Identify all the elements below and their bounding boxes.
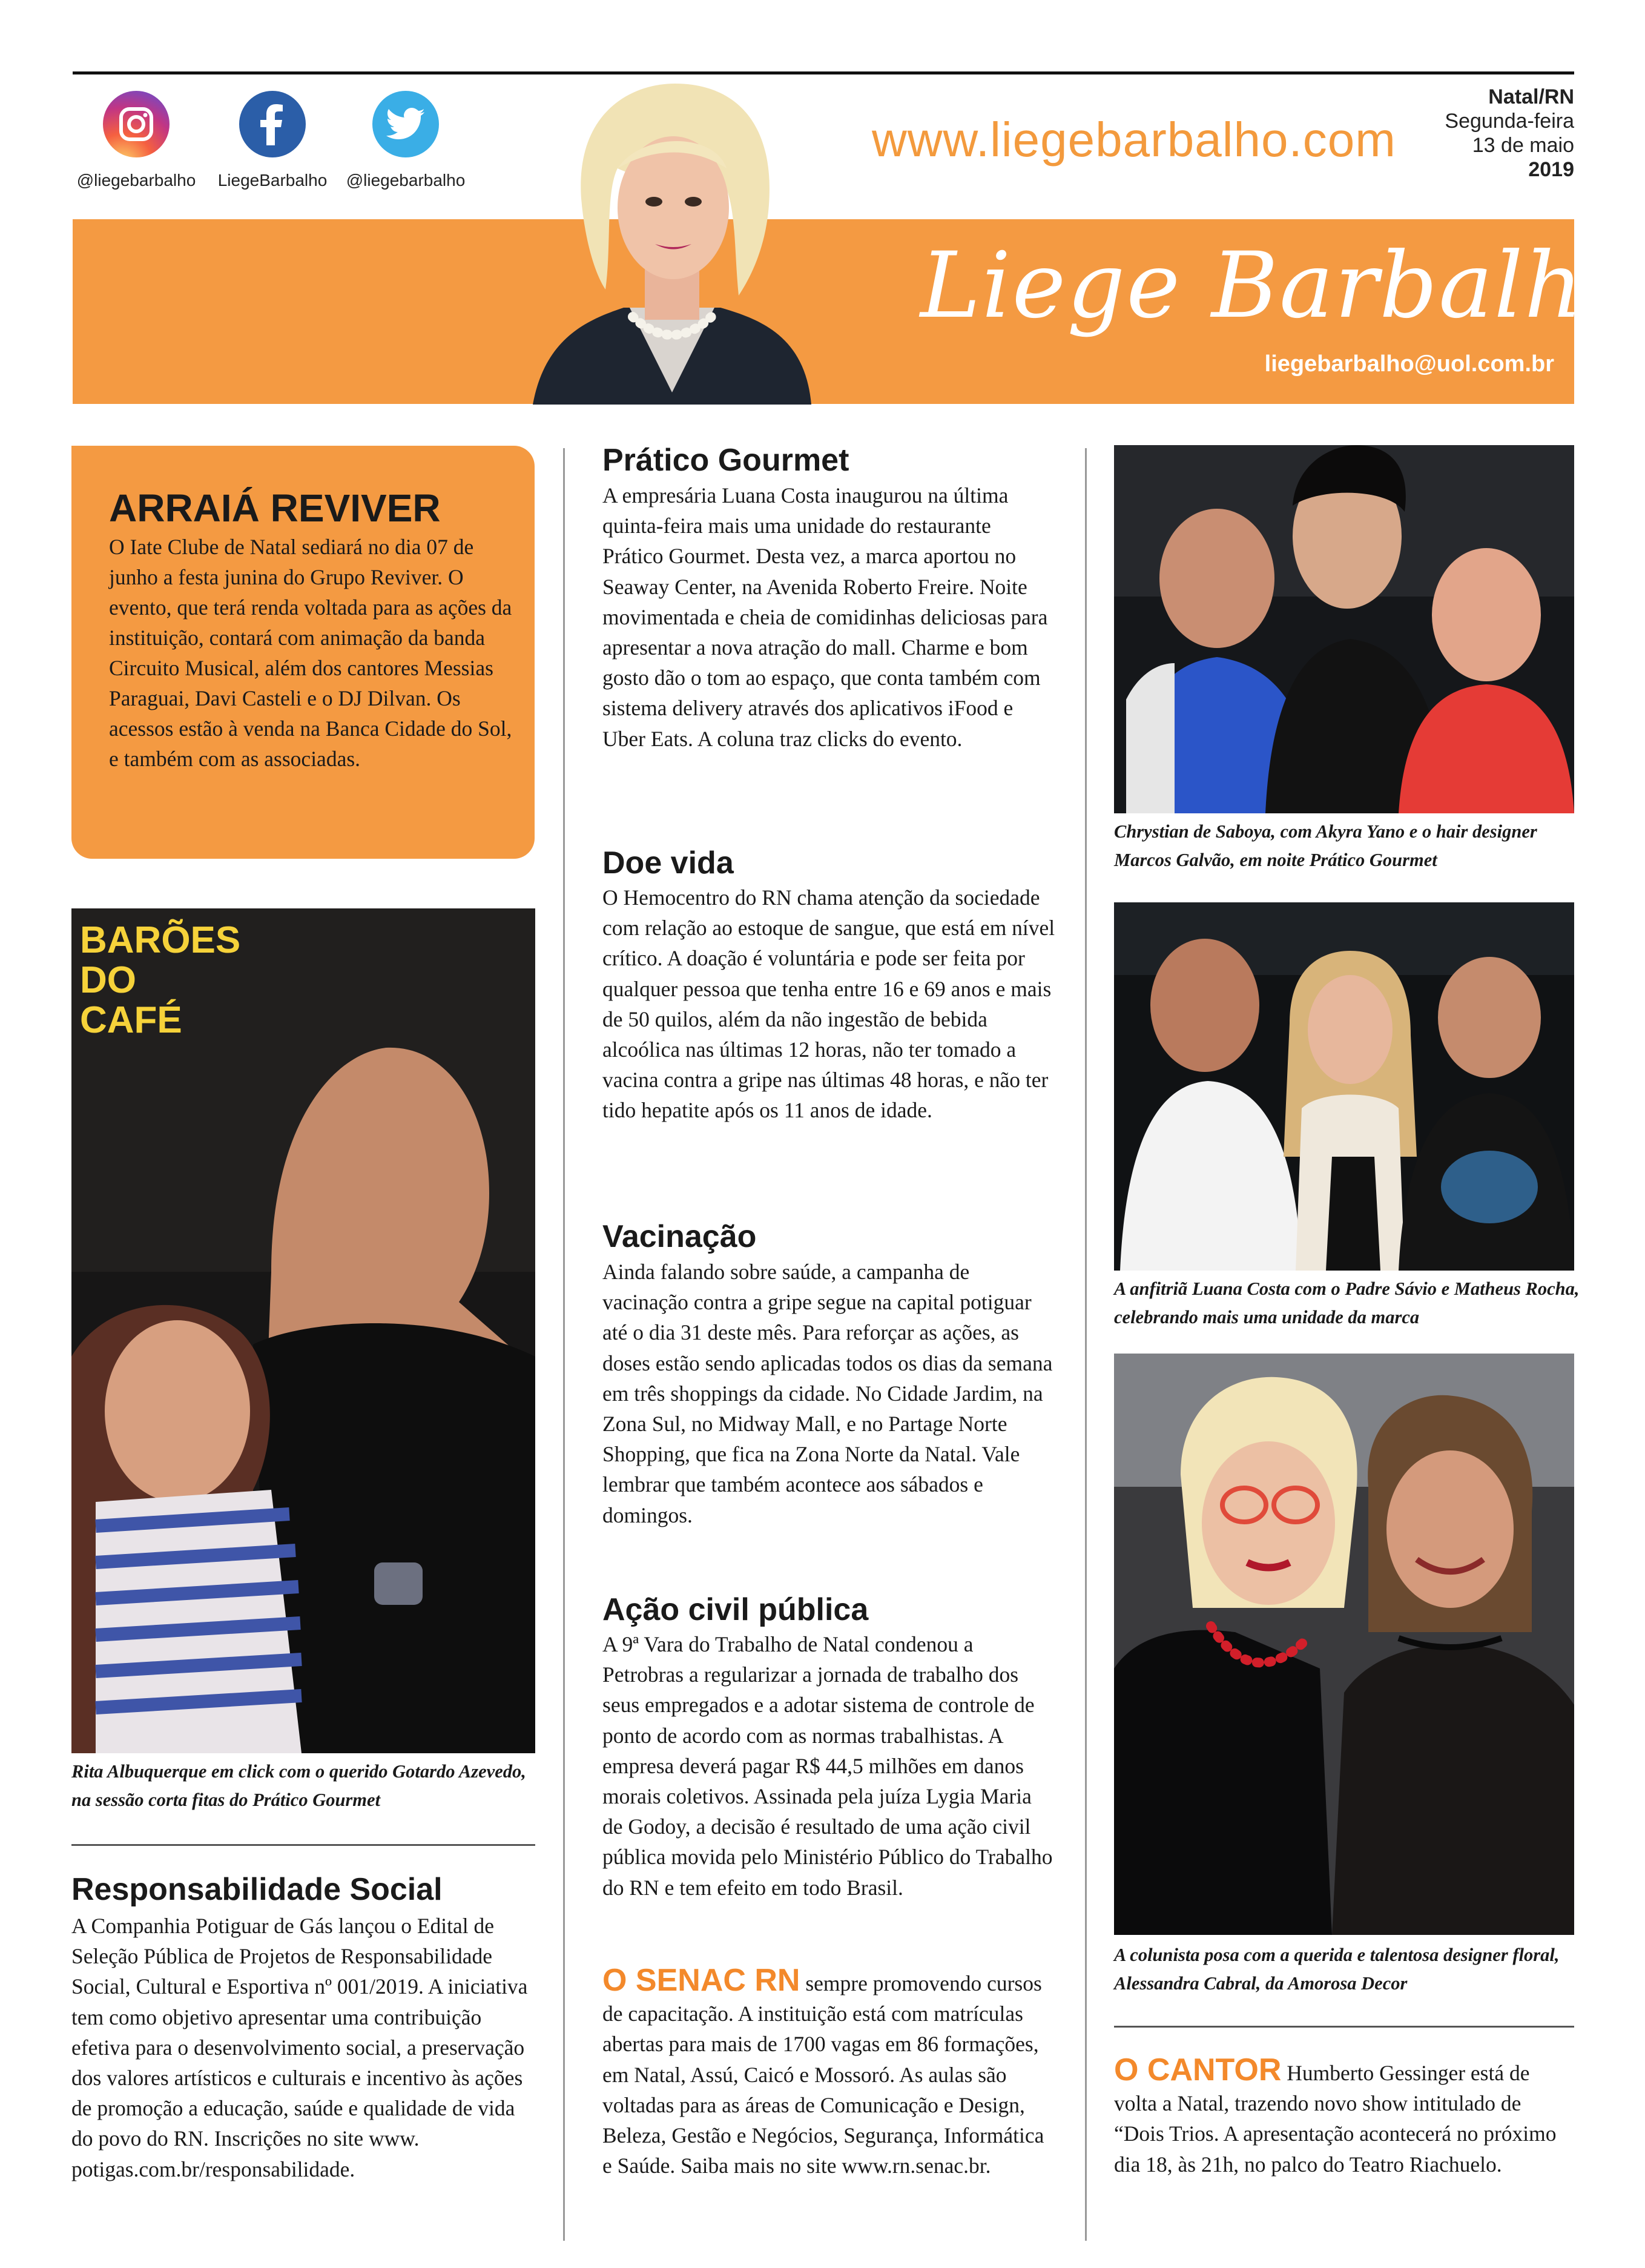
photo-colunista-alessandra [1114, 1354, 1574, 1935]
arraia-text: O Iate Clube de Natal sediará no dia 07 de junho a festa junina do Grupo Reviver. O evento, que terá renda voltada para as ações da instituição, contará com animação da banda Circuito Musical, além dos cantores Messias Paraguai, Davi Casteli e o DJ Dilvan. Os acessos estão à venda na Banca Cidade do Sol, e também com as associadas. [109, 535, 512, 771]
instagram-icon [103, 91, 170, 157]
senac-text: sempre promovendo cursos de capacitação. A instituição está com matrículas abertas para mais de 1700 vagas em 86 formações, em Natal, Assú, Caicó e Mossoró. As aulas são voltadas para as áreas de Comunicação e Design, Beleza, Gestão e Negócios, Segurança, Informática e Saúde. Saiba mais no site www.rn.senac.br. [602, 1971, 1044, 2178]
twitter-icon [372, 91, 439, 157]
caption-colunista: A colunista posa com a querida e talentosa designer floral, Alessandra Cabral, da Amorosa Decor [1114, 1945, 1560, 1994]
year: 2019 [1528, 158, 1574, 181]
senac-paragraph [602, 1965, 1057, 2181]
caption-chrystian: Chrystian de Saboya, com Akyra Yano e o hair designer Marcos Galvão, em noite Prático Gourmet [1114, 821, 1537, 870]
senac-lead: O SENAC RN [602, 1963, 800, 1998]
resp-title: Responsabilidade Social [71, 1872, 443, 1907]
columnist-email[interactable]: liegebarbalho@uol.com.br [1264, 351, 1554, 377]
instagram-handle: @liegebarbalho [76, 171, 196, 190]
weekday: Segunda-feira [1445, 110, 1574, 133]
cantor-lead: O CANTOR [1114, 2052, 1282, 2088]
photo-luana-savio-matheus [1114, 902, 1574, 1271]
instagram-link[interactable] [67, 91, 206, 190]
dateline [1445, 85, 1574, 182]
rule-col1 [71, 1844, 535, 1846]
photo-chrystian-akyra-marcos [1114, 445, 1574, 813]
columnist-portrait [509, 78, 836, 405]
facebook-icon [239, 91, 306, 157]
vac-title: Vacinação [602, 1219, 757, 1254]
arraia-box [71, 446, 535, 859]
photo-rita-gotardo [71, 908, 535, 1753]
twitter-link[interactable] [336, 91, 475, 190]
caption-luana: A anfitriã Luana Costa com o Padre Sávio e Matheus Rocha, celebrando mais uma unidade da marca [1114, 1278, 1580, 1327]
cafe-sign: BARÕES DO CAFÉ [80, 919, 241, 1041]
caption-rita: Rita Albuquerque em click com o querido Gotardo Azevedo, na sessão corta fitas do Prático Gourmet [71, 1761, 526, 1810]
resp-text: A Companhia Potiguar de Gás lançou o Edital de Seleção Pública de Projetos de Responsabilidade Social, Cultural e Esportiva nº 001/2019. A iniciativa tem como objetivo apresentar uma contribuição efetiva para o desenvolvimento social, a preservação dos valores artísticos e culturais e incentivo às ações de promoção a educação, saúde e qualidade de vida do povo do RN. Inscrições no site www. potigas.com.br/responsabilidade. [71, 1914, 528, 2181]
facebook-link[interactable] [203, 91, 342, 190]
doe-title: Doe vida [602, 845, 734, 881]
rule-col3 [1114, 2026, 1574, 2028]
cantor-paragraph [1114, 2052, 1574, 2180]
column-divider-2 [1085, 448, 1087, 2241]
pratico-text: A empresária Luana Costa inaugurou na última quinta-feira mais uma unidade do restaurante Prático Gourmet. Desta vez, a marca aportou no Seaway Center, na Avenida Roberto Freire. Noite movimentada e cheia de comidinhas deliciosas para apresentar a nova atração do mall. Charme e bom gosto dão o tom ao espaço, que conta também com sistema delivery através dos aplicativos iFood e Uber Eats. A coluna traz clicks do evento. [602, 483, 1048, 751]
top-rule [73, 71, 1574, 74]
twitter-handle: @liegebarbalho [346, 171, 466, 190]
columnist-name: Liege Barbalho [920, 233, 1640, 339]
acao-text: A 9ª Vara do Trabalho de Natal condenou a Petrobras a regularizar a jornada de trabalho dos seus empregados e a adotar sistema de controle de ponto de acordo com as normas trabalhistas. A empresa deverá pagar R$ 44,5 milhões em danos morais coletivos. Assinada pela juíza Lygia Maria de Godoy, a decisão é resultado de uma ação civil pública movida pelo Ministério Público do Trabalho do RN e tem efeito em todo Brasil. [602, 1632, 1053, 1900]
cantor-text: Humberto Gessinger está de volta a Natal, trazendo novo show intitulado de “Dois Trios. A apresentação acontecerá no próximo dia 18, às 21h, no palco do Teatro Riachuelo. [1114, 2061, 1557, 2177]
column-divider-1 [563, 448, 565, 2241]
site-url[interactable]: www.liegebarbalho.com [872, 113, 1396, 167]
facebook-handle: LiegeBarbalho [217, 171, 328, 190]
date: 13 de maio [1472, 134, 1574, 157]
acao-title: Ação civil pública [602, 1592, 869, 1627]
arraia-title: ARRAIÁ REVIVER [109, 486, 441, 530]
doe-text: O Hemocentro do RN chama atenção da sociedade com relação ao estoque de sangue, que está em nível crítico. A doação é voluntária e pode ser feita por qualquer pessoa que tenha entre 16 e 69 anos e mais de 50 quilos, além da não ingestão de bebida alcoólica nas últimas 12 horas, não ter tomado a vacina contra a gripe nas últimas 48 horas, e não ter tido hepatite após os 11 anos de idade. [602, 885, 1055, 1123]
vac-text: Ainda falando sobre saúde, a campanha de vacinação contra a gripe segue na capital potiguar até o dia 31 deste mês. Para reforçar as ações, as doses estão sendo aplicadas todos os dias da semana em três shoppings da cidade. No Cidade Jardim, na Zona Sul, no Midway Mall, e no Partage Norte Shopping, que fica na Zona Norte da Natal. Vale lembrar que também acontece aos sábados e domingos. [602, 1260, 1053, 1527]
pratico-title: Prático Gourmet [602, 443, 849, 478]
city: Natal/RN [1488, 85, 1574, 108]
